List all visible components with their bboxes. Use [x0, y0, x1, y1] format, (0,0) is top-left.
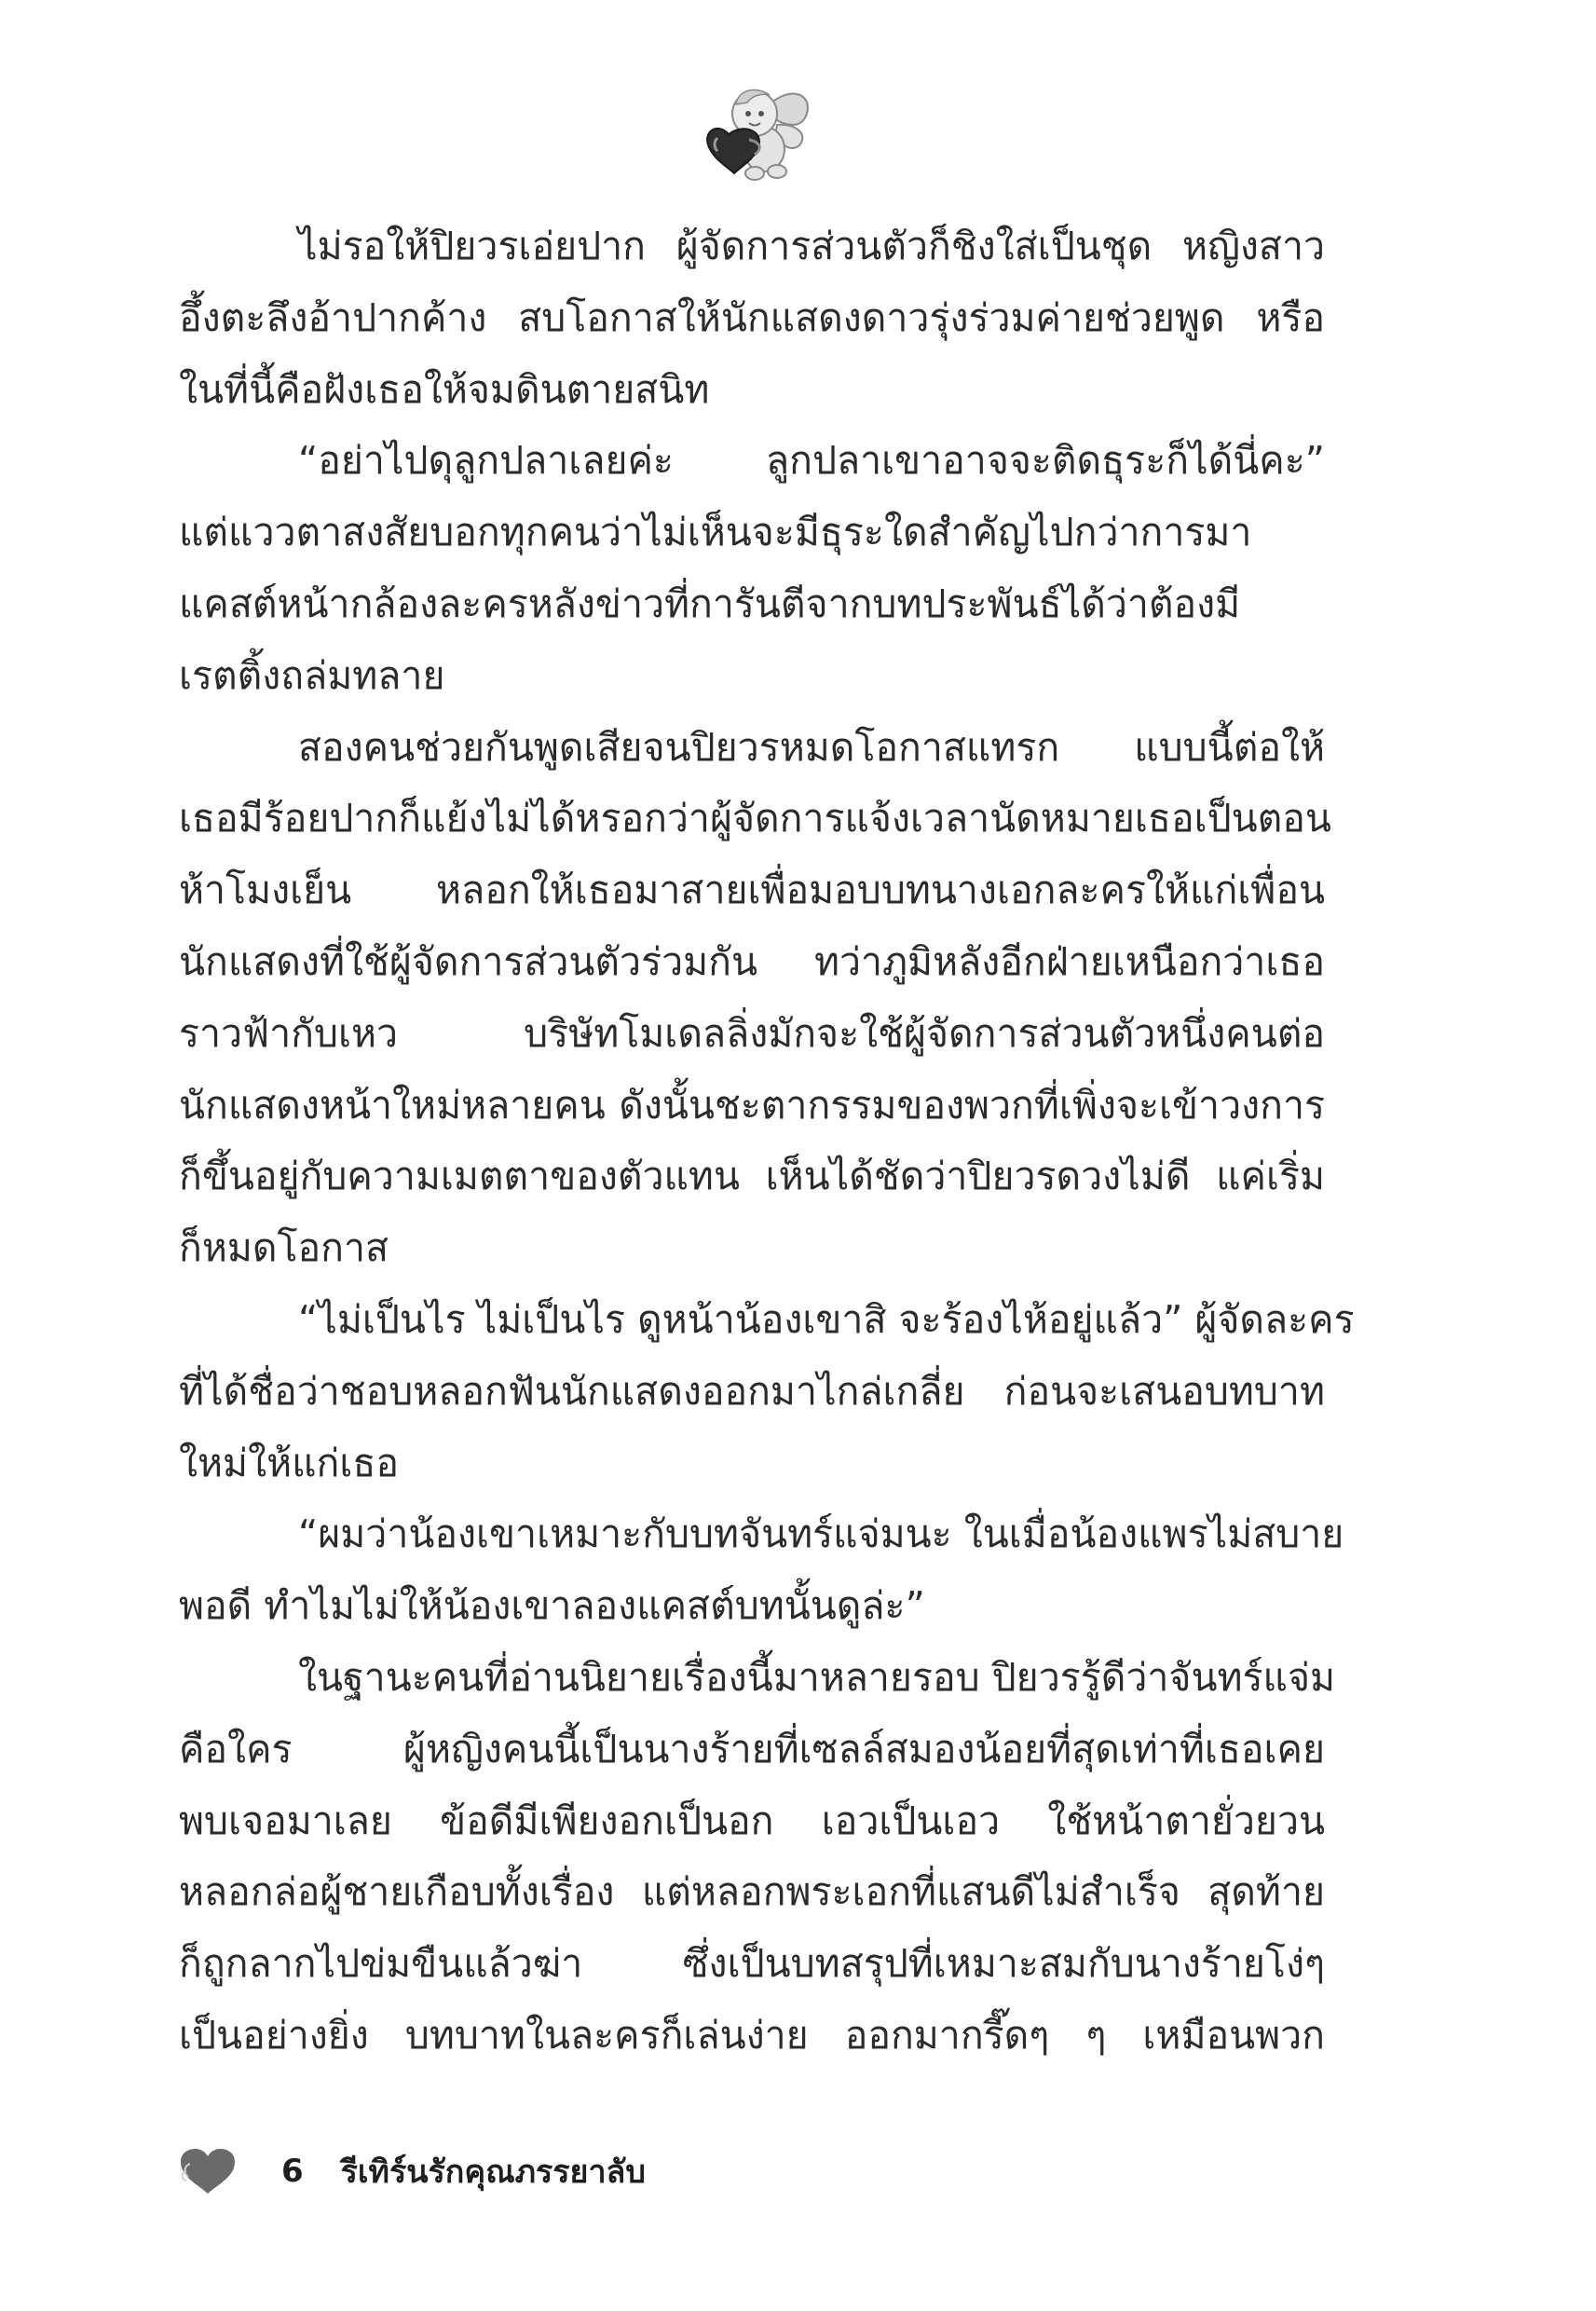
text-line: ที่ได้ชื่อว่าชอบหลอกฟันนักแสดงออกมาไกล่เกลี่ย ก่อนจะเสนอบทบาท — [179, 1368, 1325, 1414]
text-line: ในที่นี้คือฝังเธอให้จมดินตายสนิท — [179, 366, 710, 412]
text-line: ในฐานะคนที่อ่านนิยายเรื่องนี้มาหลายรอบ ปิยวรรู้ดีว่าจันทร์แจ่ม — [298, 1654, 1336, 1700]
text-line: เป็นอย่างยิ่ง บทบาทในละครก็เล่นง่าย ออกมากรี๊ดๆ ๆ เหมือนพวก — [179, 2012, 1325, 2058]
text-line: พบเจอมาเลย ข้อดีมีเพียงอกเป็นอก เอวเป็นเอว ใช้หน้าตายั่วยวน — [179, 1798, 1325, 1843]
text-line: เธอมีร้อยปากก็แย้งไม่ได้หรอกว่าผู้จัดการแจ้งเวลานัดหมายเธอเป็นตอน — [179, 796, 1331, 841]
text-line: แคสต์หน้ากล้องละครหลังข่าวที่การันตีจากบทประพันธ์ได้ว่าต้องมี — [179, 581, 1241, 626]
book-title: รีเทิร์นรักคุณภรรยาลับ — [340, 2154, 646, 2191]
text-line: นักแสดงที่ใช้ผู้จัดการส่วนตัวร่วมกัน ทว่าภูมิหลังอีกฝ่ายเหนือกว่าเธอ — [179, 938, 1325, 984]
text-line: หลอกล่อผู้ชายเกือบทั้งเรื่อง แต่หลอกพระเอกที่แสนดีไม่สำเร็จ สุดท้าย — [179, 1869, 1325, 1915]
text-line: ก็หมดโอกาส — [179, 1225, 389, 1271]
text-line: “ผมว่าน้องเขาเหมาะกับบทจันทร์แจ่มนะ ในเมื่อน้องแพรไม่สบาย — [298, 1511, 1344, 1557]
text-line: นักแสดงหน้าใหม่หลายคน ดังนั้นชะตากรรมของพวกที่เพิ่งจะเข้าวงการ — [179, 1082, 1325, 1128]
text-line: “อย่าไปดุลูกปลาเลยค่ะ ลูกปลาเขาอาจจะติดธุระก็ได้นี่คะ” — [298, 438, 1325, 484]
text-line: ก็ขึ้นอยู่กับความเมตตาของตัวแทน เห็นได้ชัดว่าปิยวรดวงไม่ดี แค่เริ่ม — [179, 1154, 1325, 1199]
body-text — [179, 211, 1355, 2072]
text-line: ไม่รอให้ปิยวรเอ่ยปาก ผู้จัดการส่วนตัวก็ชิงใส่เป็นชุด หญิงสาว — [298, 224, 1325, 268]
text-line: พอดี ทำไมไม่ให้น้องเขาลองแคสต์บทนั้นดูล่ะ” — [179, 1583, 925, 1629]
text-line: ก็ถูกลากไปข่มขืนแล้วฆ่า ซึ่งเป็นบทสรุปที่เหมาะสมกับนางร้ายโง่ๆ — [179, 1941, 1325, 1987]
text-line: ห้าโมงเย็น หลอกให้เธอมาสายเพื่อมอบบทนางเอกละครให้แก่เพื่อน — [179, 868, 1325, 913]
text-line: คือใคร ผู้หญิงคนนี้เป็นนางร้ายที่เซลล์สมองน้อยที่สุดเท่าที่เธอเคย — [179, 1726, 1325, 1771]
page-number: 6 — [281, 2153, 304, 2190]
cupid-holding-heart-icon — [697, 76, 818, 188]
text-line: แต่แววตาสงสัยบอกทุกคนว่าไม่เห็นจะมีธุระใดสำคัญไปกว่าการมา — [179, 510, 1252, 555]
page-footer — [177, 2143, 646, 2199]
text-line: อึ้งตะลึงอ้าปากค้าง สบโอกาสให้นักแสดงดาวรุ่งร่วมค่ายช่วยพูด หรือ — [179, 294, 1325, 340]
heart-icon — [177, 2147, 239, 2195]
text-line: ราวฟ้ากับเหว บริษัทโมเดลลิ่งมักจะใช้ผู้จัดการส่วนตัวหนึ่งคนต่อ — [179, 1010, 1325, 1056]
text-line: เรตติ้งถล่มทลาย — [179, 652, 445, 698]
text-line: “ไม่เป็นไร ไม่เป็นไร ดูหน้าน้องเขาสิ จะร้องไห้อยู่แล้ว” ผู้จัดละคร — [298, 1296, 1355, 1342]
text-line: ใหม่ให้แก่เธอ — [179, 1440, 400, 1485]
text-line: สองคนช่วยกันพูดเสียจนปิยวรหมดโอกาสแทรก แบบนี้ต่อให้ — [298, 724, 1325, 770]
